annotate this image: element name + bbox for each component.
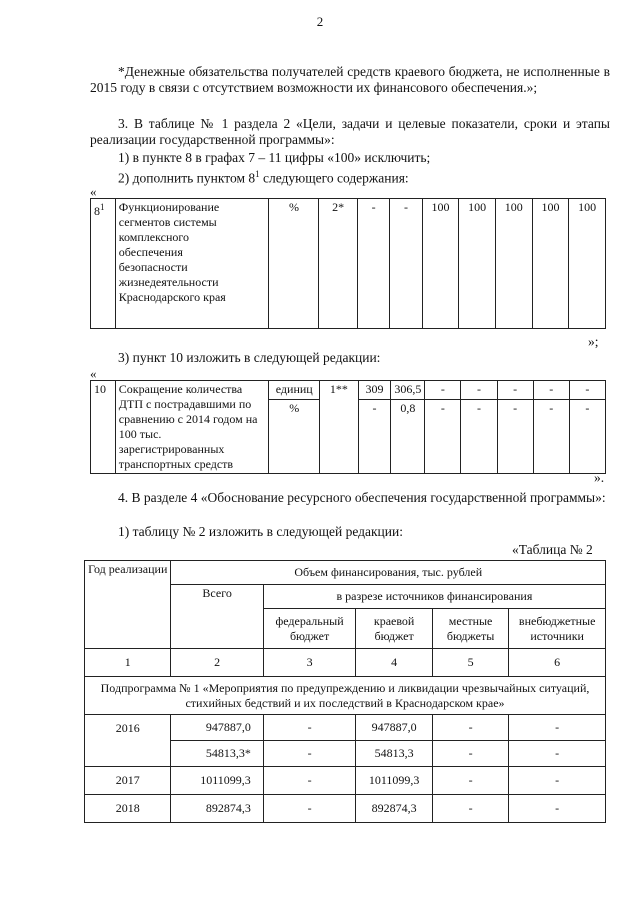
footnote-paragraph: *Денежные обязательства получателей средств краевого бюджета, не исполненные в 2015 году в связи с отсутствием возможности их финансового обеспечения.»; <box>90 64 610 95</box>
t1-name-line: жизнедеятельности <box>118 275 219 289</box>
quote-close-2: ». <box>594 470 605 485</box>
t3-header-sources: в разрезе источников финансирования <box>263 585 605 609</box>
item3-subitem2-text: 2) дополнить пунктом 8 <box>118 170 256 186</box>
t3-header-volume: Объем финансирования, тыс. рублей <box>171 561 606 585</box>
t3-federal: - <box>263 741 356 767</box>
t1-status: 2* <box>319 199 357 329</box>
item3-paragraph: 3. В таблице № 1 раздела 2 «Цели, задачи и целевые показатели, сроки и этапы реализации государственной программы»: <box>90 116 610 147</box>
t3-total: 892874,3 <box>171 795 263 823</box>
t2-value: 306,5 <box>391 381 425 400</box>
t3-header-year: Год реализации <box>85 561 171 649</box>
t2-name-cell <box>115 381 269 474</box>
t1-value: 100 <box>422 199 459 329</box>
quote-open-1: « <box>90 184 97 199</box>
t2-name-line: сравнению с 2014 годом на <box>118 412 258 426</box>
t3-year: 2017 <box>85 767 171 795</box>
table-point-8-1 <box>90 198 606 329</box>
t1-number: 8 <box>94 204 100 218</box>
t3-header-federal: федеральный бюджет <box>263 609 356 649</box>
t2-status: 1** <box>320 381 359 474</box>
t3-extra: - <box>509 715 606 741</box>
t3-subprogram-title: Подпрограмма № 1 «Мероприятия по предупреждению и ликвидации чрезвычайных ситуаций, стихийных бедствий и их последствий в Краснодарском крае» <box>85 677 606 715</box>
t3-total: 54813,3* <box>171 741 263 767</box>
item4-paragraph: 4. В разделе 4 «Обоснование ресурсного обеспечения государственной программы»: <box>118 490 606 505</box>
t3-regional: 947887,0 <box>356 715 433 741</box>
t2-unit: единиц <box>269 381 320 400</box>
t2-value: - <box>425 400 461 474</box>
t3-col-number: 5 <box>432 649 508 677</box>
t3-header-regional: краевой бюджет <box>356 609 433 649</box>
t3-regional: 1011099,3 <box>356 767 433 795</box>
t3-col-number: 3 <box>263 649 356 677</box>
t1-value: 100 <box>532 199 569 329</box>
t3-total: 1011099,3 <box>171 767 263 795</box>
t2-value: - <box>497 400 533 474</box>
t1-value: 100 <box>569 199 606 329</box>
t3-local: - <box>432 767 508 795</box>
t3-header-total: Всего <box>171 585 263 649</box>
t2-name-line: Сокращение количества <box>118 382 243 396</box>
t1-name-line: обеспечения <box>118 245 183 259</box>
t1-name-line: Функционирование <box>118 200 220 214</box>
t2-name-line: 100 тыс. <box>118 427 162 441</box>
t1-value: - <box>357 199 389 329</box>
t3-federal: - <box>263 795 356 823</box>
t3-local: - <box>432 741 508 767</box>
t2-value: - <box>569 400 605 474</box>
t2-value: - <box>358 400 391 474</box>
t1-value: - <box>390 199 422 329</box>
table-point-10 <box>90 380 606 474</box>
table2-caption: «Таблица № 2 <box>512 542 593 557</box>
t1-unit: % <box>269 199 319 329</box>
t3-year: 2018 <box>85 795 171 823</box>
t1-number-cell <box>91 199 116 329</box>
t3-federal: - <box>263 767 356 795</box>
t3-col-number: 2 <box>171 649 263 677</box>
t2-value: - <box>533 381 569 400</box>
t1-name-line: сегментов системы <box>118 215 217 229</box>
t2-name-line: ДТП с пострадавшими по <box>118 397 252 411</box>
t2-number: 10 <box>91 381 116 474</box>
t2-value: - <box>497 381 533 400</box>
item3-subitem2-sup: 1 <box>255 169 260 179</box>
t1-number-sup: 1 <box>100 202 105 212</box>
t2-value: 309 <box>358 381 391 400</box>
t2-name-line: зарегистрированных <box>118 442 225 456</box>
t3-regional: 892874,3 <box>356 795 433 823</box>
t2-value: 0,8 <box>391 400 425 474</box>
t1-name-line: Краснодарского края <box>118 290 226 304</box>
t2-value: - <box>461 400 497 474</box>
t2-value: - <box>569 381 605 400</box>
t3-header-extra: внебюджетные источники <box>509 609 606 649</box>
t1-name-line: комплексного <box>118 230 190 244</box>
t2-value: - <box>533 400 569 474</box>
t2-value: - <box>425 381 461 400</box>
t3-local: - <box>432 795 508 823</box>
t1-name-cell <box>115 199 269 329</box>
item3-subitem3: 3) пункт 10 изложить в следующей редакции: <box>118 350 381 365</box>
t3-extra: - <box>509 795 606 823</box>
page-number: 2 <box>316 14 324 29</box>
item3-subitem2-tail: следующего содержания: <box>259 170 409 186</box>
quote-close-1: »; <box>588 334 599 349</box>
t3-col-number: 4 <box>356 649 433 677</box>
t3-extra: - <box>509 741 606 767</box>
item3-subitem1: 1) в пункте 8 в графах 7 – 11 цифры «100» исключить; <box>118 150 431 165</box>
table-financing <box>84 560 606 823</box>
t3-col-number: 1 <box>85 649 171 677</box>
t3-local: - <box>432 715 508 741</box>
t3-regional: 54813,3 <box>356 741 433 767</box>
item4-subitem1: 1) таблицу № 2 изложить в следующей редакции: <box>118 524 403 539</box>
t3-year: 2016 <box>85 715 171 767</box>
t2-name-line: транспортных средств <box>118 457 234 471</box>
t1-value: 100 <box>495 199 532 329</box>
t3-extra: - <box>509 767 606 795</box>
t3-header-local: местные бюджеты <box>432 609 508 649</box>
t3-col-number: 6 <box>509 649 606 677</box>
t2-unit: % <box>269 400 320 474</box>
quote-open-2: « <box>90 366 97 381</box>
t1-value: 100 <box>459 199 496 329</box>
t3-federal: - <box>263 715 356 741</box>
t1-name-line: безопасности <box>118 260 188 274</box>
t3-total: 947887,0 <box>171 715 263 741</box>
t2-value: - <box>461 381 497 400</box>
item3-subitem2 <box>118 166 409 187</box>
